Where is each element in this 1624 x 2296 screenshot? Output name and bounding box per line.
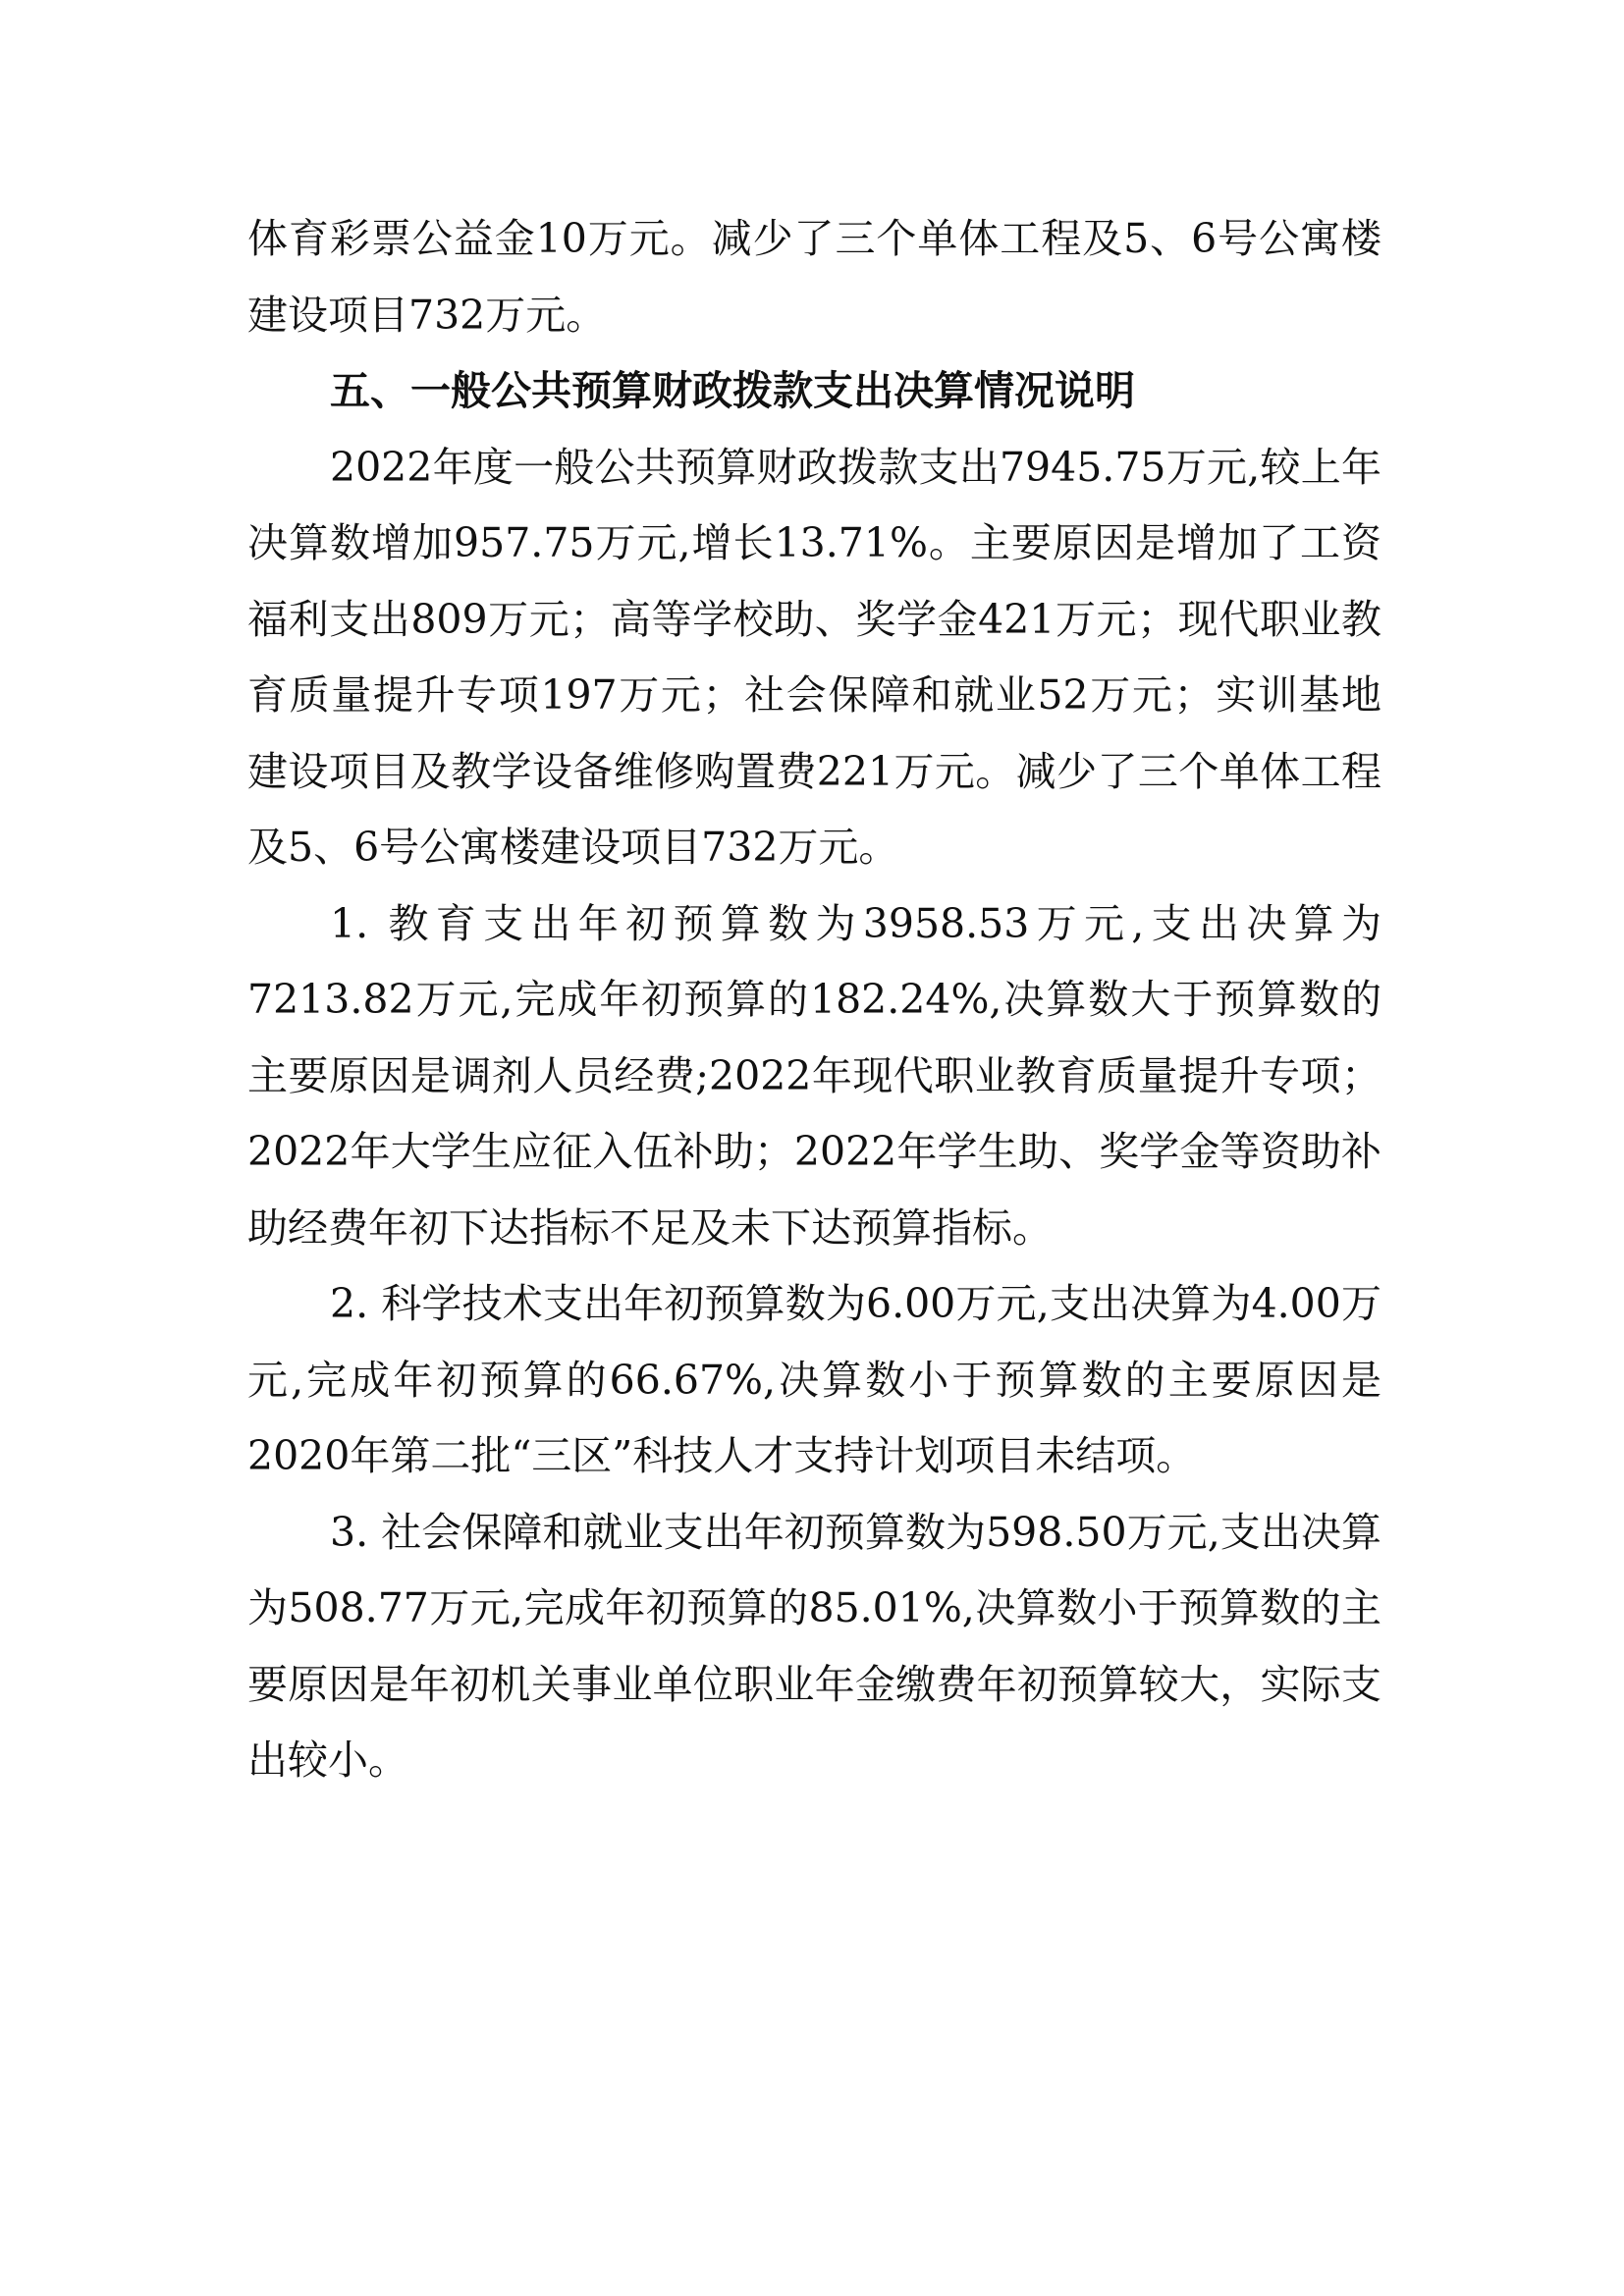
document-body <box>247 201 1381 1799</box>
paragraph-continuation: 体育彩票公益金10万元。减少了三个单体工程及5、6号公寓楼建设项目732万元。 <box>247 215 1381 339</box>
paragraph-item-1: 1. 教育支出年初预算数为3958.53万元,支出决算为7213.82万元,完成年初预算的182.24%,决算数大于预算数的主要原因是调剂人员经费;2022年现代职业教育质量提升专项；2022年大学生应征入伍补助；2022年学生助、奖学金等资助补助经费年初下达指标不足及未下达预算指标。 <box>247 899 1381 1252</box>
paragraph-item-2: 2. 科学技术支出年初预算数为6.00万元,支出决算为4.00万元,完成年初预算的66.67%,决算数小于预算数的主要原因是2020年第二批“三区”科技人才支持计划项目未结项。 <box>247 1280 1381 1479</box>
section-heading: 五、一般公共预算财政拨款支出决算情况说明 <box>330 367 1135 414</box>
paragraph-summary: 2022年度一般公共预算财政拨款支出7945.75万元,较上年决算数增加957.75万元,增长13.71%。主要原因是增加了工资福利支出809万元；高等学校助、奖学金421万元；现代职业教育质量提升专项197万元；社会保障和就业52万元；实训基地建设项目及教学设备维修购置费221万元。减少了三个单体工程及5、6号公寓楼建设项目732万元。 <box>247 443 1381 871</box>
paragraph-item-3: 3. 社会保障和就业支出年初预算数为598.50万元,支出决算为508.77万元,完成年初预算的85.01%,决算数小于预算数的主要原因是年初机关事业单位职业年金缴费年初预算较大，实际支出较小。 <box>247 1508 1381 1784</box>
